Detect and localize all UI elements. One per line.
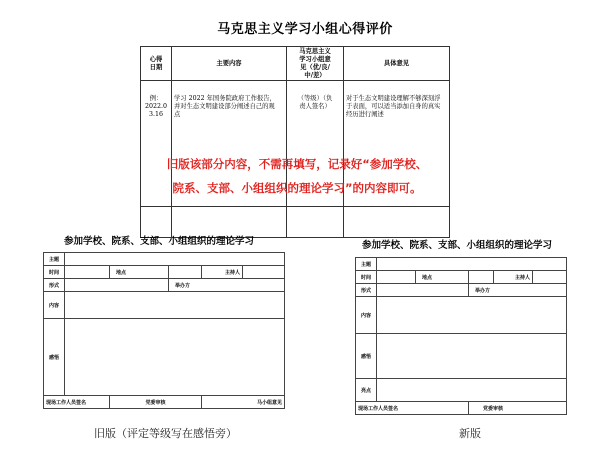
label-host: 主持人 [494,271,533,284]
field-content [65,292,285,319]
header-content: 主要内容 [172,47,287,81]
label-content: 内容 [356,297,377,334]
field-format [377,284,469,297]
label-format: 形式 [44,279,65,292]
field-feelings [377,334,567,379]
label-signers: 现场工作人员签名 [356,402,469,415]
field-feelings [65,319,285,396]
cell-grade: （等级）（负 责人签名） [287,81,344,207]
cell-date: 例： 2022.0 3.16 [141,81,172,207]
label-format: 形式 [356,284,377,297]
empty-cell [287,207,344,238]
label-host: 主持人 [202,266,243,279]
field-time [377,271,416,284]
label-content: 内容 [44,292,65,319]
label-feelings: 感悟 [44,319,65,396]
label-time: 时间 [356,271,377,284]
label-party-review: 党委审核 [469,402,567,415]
old-form-title: 参加学校、院系、支部、小组组织的理论学习 [64,236,255,247]
field-host [243,266,285,279]
notice-overlay [132,152,462,200]
label-organizer: 举办方 [169,279,285,292]
field-content [377,297,567,334]
header-date: 心得 日期 [141,47,172,81]
empty-cell [344,207,450,238]
header-group-opinion: 马克思主义 学习小组意 见（优/良/ 中/差） [287,47,344,81]
label-time: 时间 [44,266,65,279]
label-topic: 主题 [44,253,65,266]
old-form-table [43,252,285,409]
label-feelings: 感悟 [356,334,377,379]
new-form-title: 参加学校、院系、支部、小组组织的理论学习 [362,240,553,251]
label-topic: 主题 [356,258,377,271]
label-organizer: 举办方 [469,284,567,297]
header-specific-opinion: 具体意见 [344,47,450,81]
label-highlights: 亮点 [356,379,377,402]
cell-opinion: 对于生态文明建设理解不够深刻浮 于表面，可以适当添加自身的真实 经历进行阐述 [344,81,450,207]
caption-old: 旧版（评定等级写在感悟旁） [94,427,237,440]
field-place [469,271,494,284]
field-topic [65,253,285,266]
new-form-table [355,257,567,415]
document-title: 马克思主义学习小组心得评价 [217,22,393,37]
notice-line-2: 院系、支部、小组组织的理论学习”的内容即可。 [172,181,422,195]
caption-new: 新版 [459,427,481,440]
table-header-row [141,47,450,81]
field-format [65,279,169,292]
evaluation-table [140,46,450,238]
label-signers: 现场工作人员签名 [44,396,110,409]
field-time [65,266,110,279]
field-highlights [377,379,567,402]
label-party-review: 党委审核 [110,396,202,409]
notice-line-1: 旧版该部分内容，不需再填写，记录好“参加学校、 [166,157,428,171]
field-place [169,266,202,279]
cell-content: 学习 2022 年国务院政府工作报告， 并对生态文明建设部分阐述自己的观 点 [172,81,287,207]
field-topic [377,258,567,271]
label-place: 地点 [110,266,169,279]
label-group-review: 马小组意见 [202,396,285,409]
field-host [533,271,567,284]
label-place: 地点 [416,271,469,284]
